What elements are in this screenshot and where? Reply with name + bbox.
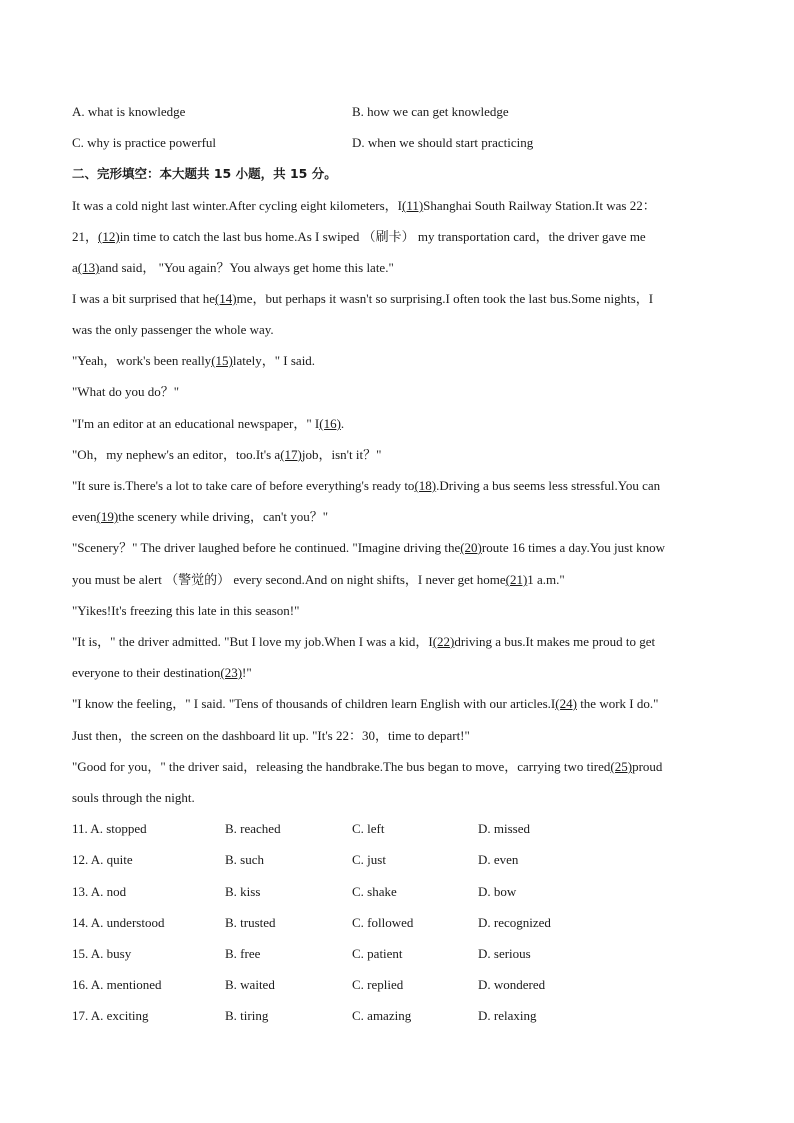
passage-line: Just then，the screen on the dashboard lit up. "It's 22：30，time to depart!"	[72, 728, 470, 743]
choice-c: C. left	[352, 821, 385, 836]
choice-b: B. tiring	[225, 1008, 269, 1023]
blank-24: (24)	[555, 696, 577, 711]
question-row	[72, 976, 752, 994]
choice-d: D. serious	[478, 946, 531, 961]
choice-c: C. just	[352, 852, 386, 867]
choice-d: D. recognized	[478, 915, 551, 930]
question-row	[72, 820, 752, 838]
option-d: D. when we should start practicing	[352, 135, 534, 150]
blank-21: (21)	[505, 572, 528, 587]
option-b: B. how we can get knowledge	[352, 104, 509, 119]
passage-line: I was a bit surprised that he(14)me，but perhaps it wasn't so surprising.I often took the last bus.Some nights，I	[72, 291, 654, 306]
choice-d: D. even	[478, 852, 519, 867]
choice-d: D. missed	[478, 821, 530, 836]
option-row	[72, 134, 752, 152]
blank-25: (25)	[610, 759, 633, 774]
choice-b: B. such	[225, 852, 264, 867]
blank-23: (23)	[220, 665, 243, 680]
passage-line: "Scenery？" The driver laughed before he continued. "Imagine driving the(20)route 16 times a day.You just know	[72, 540, 665, 555]
choice-b: B. trusted	[225, 915, 276, 930]
blank-16: (16)	[319, 416, 341, 431]
choice-c: C. replied	[352, 977, 404, 992]
passage-line: "I know the feeling，" I said. "Tens of thousands of children learn English with our articles.I(24) the work I do."	[72, 696, 659, 711]
choice-a: 13. A. nod	[72, 884, 127, 899]
option-row	[72, 103, 752, 121]
choice-d: D. relaxing	[478, 1008, 537, 1023]
question-row	[72, 851, 752, 869]
blank-15: (15)	[211, 353, 233, 368]
blank-17: (17)	[280, 447, 302, 462]
choice-a: 11. A. stopped	[72, 821, 147, 836]
choice-a: 17. A. exciting	[72, 1008, 149, 1023]
choice-b: B. reached	[225, 821, 281, 836]
question-row	[72, 1007, 752, 1025]
passage-line: "Yeah，work's been really(15)lately，" I said.	[72, 353, 316, 368]
choice-c: C. amazing	[352, 1008, 412, 1023]
blank-22: (22)	[432, 634, 455, 649]
question-row	[72, 883, 752, 901]
choice-b: B. free	[225, 946, 261, 961]
choice-c: C. followed	[352, 915, 414, 930]
passage-line: "Good for you，" the driver said，releasing the handbrake.The bus began to move，carrying two tired(25)proud	[72, 759, 663, 774]
passage-line: was the only passenger the whole way.	[72, 322, 274, 337]
passage-line: "Yikes!It's freezing this late in this season!"	[72, 603, 300, 618]
blank-19: (19)	[96, 509, 119, 524]
passage-line: "I'm an editor at an educational newspaper，" I(16).	[72, 416, 345, 431]
choice-c: C. patient	[352, 946, 403, 961]
question-row	[72, 914, 752, 932]
passage-line: "It is，" the driver admitted. "But I love my job.When I was a kid，I(22)driving a bus.It makes me proud to get	[72, 634, 656, 649]
passage-line: It was a cold night last winter.After cycling eight kilometers，I(11)Shanghai South Railway Station.It was 22：	[72, 198, 656, 213]
blank-12: (12)	[98, 229, 120, 244]
passage-line: "It sure is.There's a lot to take care of before everything's ready to(18).Driving a bus seems less stressful.You can	[72, 478, 661, 493]
choice-a: 16. A. mentioned	[72, 977, 162, 992]
blank-11: (11)	[401, 198, 424, 213]
choice-a: 15. A. busy	[72, 946, 132, 961]
section-heading: 二、完形填空：本大题共 15 小题，共 15 分。	[72, 166, 337, 181]
option-a: A. what is knowledge	[72, 104, 186, 119]
blank-13: (13)	[77, 260, 100, 275]
passage-line: a(13)and said， "You again？You always get home this late."	[72, 260, 394, 275]
blank-20: (20)	[460, 540, 482, 555]
passage-line: "Oh，my nephew's an editor，too.It's a(17)job，isn't it？"	[72, 447, 382, 462]
choice-d: D. wondered	[478, 977, 546, 992]
passage-line: you must be alert （警觉的） every second.And on night shifts，I never get home(21)1 a.m."	[72, 572, 565, 587]
choice-a: 12. A. quite	[72, 852, 133, 867]
choice-b: B. kiss	[225, 884, 261, 899]
question-row	[72, 945, 752, 963]
blank-18: (18)	[414, 478, 437, 493]
passage-line: "What do you do？"	[72, 384, 180, 399]
passage-line: souls through the night.	[72, 790, 195, 805]
choice-d: D. bow	[478, 884, 517, 899]
passage-line: even(19)the scenery while driving，can't you？"	[72, 509, 329, 524]
passage-line: 21，(12)in time to catch the last bus home.As I swiped （刷卡） my transportation card，the driver gave me	[72, 229, 646, 244]
choice-b: B. waited	[225, 977, 275, 992]
option-c: C. why is practice powerful	[72, 135, 217, 150]
choice-a: 14. A. understood	[72, 915, 165, 930]
passage-line: everyone to their destination(23)!"	[72, 665, 252, 680]
choice-c: C. shake	[352, 884, 397, 899]
blank-14: (14)	[214, 291, 237, 306]
